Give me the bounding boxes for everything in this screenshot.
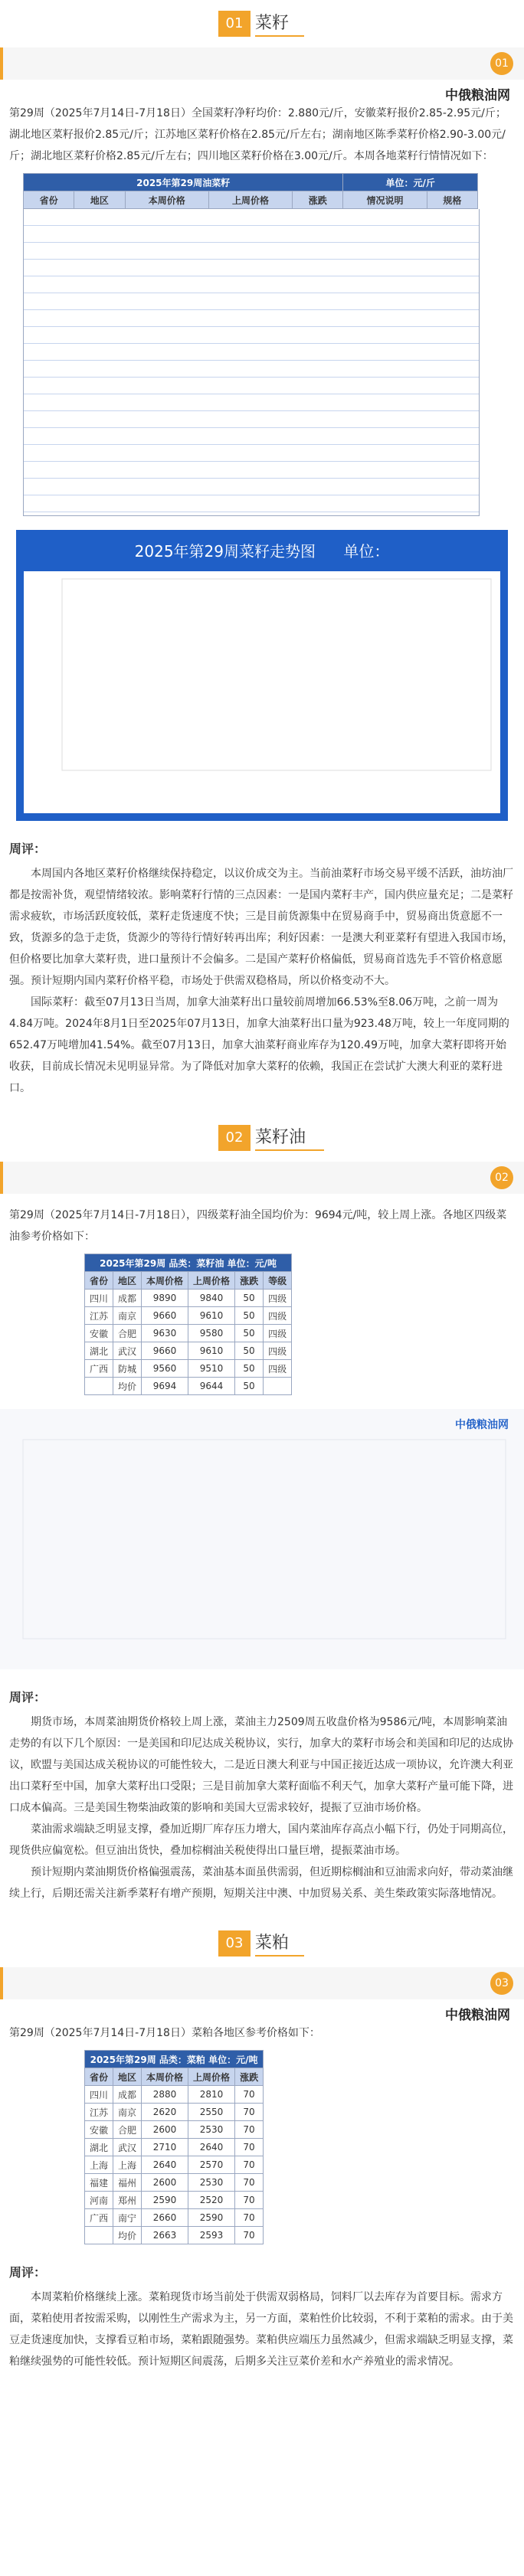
cell: 均价	[113, 2227, 142, 2244]
cell: 70	[235, 2209, 264, 2227]
brand-name: 中俄粮油网	[445, 88, 510, 103]
cell: 9660	[142, 1307, 188, 1325]
table-row	[85, 2174, 264, 2192]
cell: 合肥	[113, 2121, 142, 2139]
cell: 70	[235, 2227, 264, 2244]
section-intro: 第29周（2025年7月14日-7月18日），四级菜籽油全国均价为：9694元/吨，较上周上涨。各地区四级菜油参考价格如下：	[9, 1209, 507, 1243]
table-row	[85, 1290, 292, 1307]
rapeseed-table-body-placeholder	[23, 209, 480, 516]
section-header-rapeseed	[0, 0, 524, 47]
col-header: 等级	[264, 1272, 292, 1290]
cell: 9840	[188, 1290, 235, 1307]
cell: 上海	[113, 2156, 142, 2174]
col-header: 上周价格	[188, 1272, 235, 1290]
section-number: 03	[218, 1930, 251, 1957]
cell: 郑州	[113, 2192, 142, 2209]
meal-price-table	[84, 2050, 264, 2244]
brand-line	[0, 1999, 524, 2022]
cell: 70	[235, 2086, 264, 2104]
cell	[85, 2227, 113, 2244]
section-bar	[0, 1162, 524, 1194]
table-row	[85, 2104, 264, 2121]
review-label: 周评：	[9, 842, 47, 856]
cell: 湖北	[85, 1342, 113, 1360]
table-header-row	[85, 2068, 264, 2086]
cell: 70	[235, 2121, 264, 2139]
table-row	[85, 2121, 264, 2139]
col-header: 本周价格	[142, 1272, 188, 1290]
cell: 南宁	[113, 2209, 142, 2227]
cell: 9510	[188, 1360, 235, 1378]
col-header: 上周价格	[208, 191, 292, 209]
table-row	[85, 2209, 264, 2227]
cell: 2600	[142, 2121, 188, 2139]
oil-price-table	[84, 1254, 292, 1395]
section-intro: 第29周（2025年7月14日-7月18日）全国菜籽净籽均价：2.880元/斤，安徽菜籽报价2.85-2.95元/斤；湖北地区菜籽报价2.85元/斤；江苏地区菜籽价格在2.85元/斤左右；湖南地区陈季菜籽价格2.90-3.00元/斤；湖北地区菜籽价格2.85元/斤左右；四川地区菜籽价格在3.00元/斤。本周各地菜籽行情情况如下：	[9, 107, 506, 162]
table-row	[85, 1307, 292, 1325]
chart-svg	[0, 1409, 524, 1669]
col-header: 地区	[113, 2068, 142, 2086]
col-header: 本周价格	[142, 2068, 188, 2086]
cell: 河南	[85, 2192, 113, 2209]
cell: 安徽	[85, 2121, 113, 2139]
cell: 福建	[85, 2174, 113, 2192]
cell: 江苏	[85, 1307, 113, 1325]
review-paragraph: 本周国内各地区菜籽价格继续保持稳定，以议价成交为主。当前油菜籽市场交易平缓不活跃，油坊油厂都是按需补货，观望情绪较浓。影响菜籽行情的三点因素：一是国内菜籽丰产，国内供应量充足；二是菜籽需求疲软，市场活跃度较低，菜籽走货速度不快；三是目前货源集中在贸易商手中，贸易商出货意愿不一致，货源多的急于走货，货源少的等待行情好转再出库；利好因素：一是澳大利亚菜籽有望进入我国市场，但价格要比加拿大菜籽贵，进口量预计不会偏多。二是国产菜籽价格偏低，贸易商首选先手不管价格意愿强。预计短期内国内菜籽价格平稳，市场处于供需双稳格局，所以价格变动不大。	[9, 868, 513, 987]
col-header: 涨跌	[235, 2068, 264, 2086]
cell	[85, 1378, 113, 1395]
cell: 防城	[113, 1360, 142, 1378]
table-row	[85, 1360, 292, 1378]
rapeseed-price-table	[23, 173, 478, 209]
cell: 9890	[142, 1290, 188, 1307]
cell: 四级	[264, 1325, 292, 1342]
col-header: 地区	[113, 1272, 142, 1290]
cell: 四级	[264, 1342, 292, 1360]
cell: 2550	[188, 2104, 235, 2121]
cell: 成都	[113, 2086, 142, 2104]
cell: 2530	[188, 2174, 235, 2192]
cell: 9610	[188, 1307, 235, 1325]
cell	[264, 1378, 292, 1395]
cell: 9644	[188, 1378, 235, 1395]
chart-frame	[62, 579, 491, 770]
cell: 2590	[142, 2192, 188, 2209]
col-header: 省份	[85, 2068, 113, 2086]
cell: 50	[235, 1378, 264, 1395]
table-row	[85, 1378, 292, 1395]
cell: 四级	[264, 1307, 292, 1325]
section-underline	[255, 1955, 304, 1957]
section-title: 菜籽	[255, 14, 290, 33]
cell: 50	[235, 1342, 264, 1360]
review-paragraph: 预计短期内菜油期货价格偏强震荡，菜油基本面虽供需弱，但近期棕榈油和豆油需求向好，带动菜油继续上行，后期还需关注新季菜籽有增产预期，短期关注中澳、中加贸易关系、美生柴政策实际落地情况。	[9, 1866, 513, 1900]
table-row	[85, 2139, 264, 2156]
cell: 湖北	[85, 2139, 113, 2156]
cell: 均价	[113, 1378, 142, 1395]
section-header-rapeseed-meal	[0, 1920, 524, 1967]
chart-unit-text: 单位：	[343, 542, 390, 561]
cell: 9580	[188, 1325, 235, 1342]
cell: 70	[235, 2156, 264, 2174]
cell: 9694	[142, 1378, 188, 1395]
review-paragraph: 菜油需求端缺乏明显支撑，叠加近期厂库存压力增大，国内菜油库存高点小幅下行，仍处于同期高位，现货供应偏宽松。但豆油出货快，叠加棕榈油关税使得出口量巨增，提振菜油市场。	[9, 1823, 513, 1857]
cell: 50	[235, 1325, 264, 1342]
cell: 9560	[142, 1360, 188, 1378]
cell: 四川	[85, 2086, 113, 2104]
section-underline	[255, 1149, 324, 1151]
cell: 安徽	[85, 1325, 113, 1342]
chart-brand: 中俄粮油网	[455, 1419, 509, 1431]
cell: 50	[235, 1290, 264, 1307]
table-header-row	[24, 191, 478, 209]
section-number: 02	[218, 1125, 251, 1151]
rapeseed-table-wrap	[0, 167, 524, 516]
section-title: 菜籽油	[255, 1128, 306, 1147]
cell: 2880	[142, 2086, 188, 2104]
table-row	[85, 2156, 264, 2174]
table-row	[85, 2227, 264, 2244]
section-header-rapeseed-oil	[0, 1114, 524, 1162]
cell: 2520	[188, 2192, 235, 2209]
cell: 四川	[85, 1290, 113, 1307]
section-bar-number: 02	[490, 1166, 513, 1189]
cell: 70	[235, 2174, 264, 2192]
cell: 2600	[142, 2174, 188, 2192]
cell: 9630	[142, 1325, 188, 1342]
review-label: 周评：	[9, 1690, 47, 1705]
table-row	[85, 1342, 292, 1360]
cell: 9610	[188, 1342, 235, 1360]
cell: 南京	[113, 2104, 142, 2121]
cell: 9660	[142, 1342, 188, 1360]
table-row	[85, 1325, 292, 1342]
cell: 2810	[188, 2086, 235, 2104]
col-header: 情况说明	[343, 191, 427, 209]
section-number: 01	[218, 11, 251, 37]
section-title: 菜粕	[255, 1934, 290, 1953]
cell: 2530	[188, 2121, 235, 2139]
chart-title	[16, 539, 508, 561]
cell: 上海	[85, 2156, 113, 2174]
table-title: 2025年第29周 品类：菜粕 单位：元/吨	[85, 2051, 264, 2068]
section-bar-number: 01	[490, 52, 513, 75]
cell: 武汉	[113, 2139, 142, 2156]
cell: 2570	[188, 2156, 235, 2174]
chart-title-text: 2025年第29周菜籽走势图	[134, 542, 316, 561]
cell: 2640	[142, 2156, 188, 2174]
section-intro: 第29周（2025年7月14日-7月18日）菜粕各地区参考价格如下：	[9, 2027, 320, 2039]
chart-svg	[24, 571, 500, 813]
review-paragraph: 国际菜籽：截至07月13日当周，加拿大油菜籽出口量较前周增加66.53%至8.06万吨，之前一周为4.84万吨。2024年8月1日至2025年07月13日，加拿大油菜籽出口量为923.48万吨，较上一年度同期的652.47万吨增加41.54%。截至07月13日，加拿大油菜籽商业库存为120.49万吨，加拿大菜籽即将开始收获，目前成长情况未见明显异常。为了降低对加拿大菜籽的依赖，我国正在尝试扩大澳大利亚的菜籽进口。	[9, 996, 509, 1094]
cell: 2710	[142, 2139, 188, 2156]
col-header: 地区	[74, 191, 125, 209]
col-header: 上周价格	[188, 2068, 235, 2086]
col-header: 规格	[427, 191, 477, 209]
cell: 广西	[85, 1360, 113, 1378]
table-row	[85, 2086, 264, 2104]
cell: 四级	[264, 1290, 292, 1307]
section-bar	[0, 1967, 524, 1999]
cell: 南京	[113, 1307, 142, 1325]
col-header: 涨跌	[235, 1272, 264, 1290]
chart-frame	[23, 1440, 506, 1639]
col-header: 涨跌	[293, 191, 343, 209]
table-title: 2025年第29周油菜籽	[24, 174, 343, 191]
cell: 合肥	[113, 1325, 142, 1342]
table-header-row	[85, 1272, 292, 1290]
cell: 2660	[142, 2209, 188, 2227]
cell: 50	[235, 1360, 264, 1378]
cell: 2593	[188, 2227, 235, 2244]
table-title: 2025年第29周 品类：菜籽油 单位：元/吨	[85, 1254, 292, 1272]
meal-table-wrap	[0, 2044, 524, 2244]
cell: 2640	[188, 2139, 235, 2156]
cell: 四级	[264, 1360, 292, 1378]
oil-table-wrap	[0, 1247, 524, 1395]
cell: 70	[235, 2192, 264, 2209]
section-bar-number: 03	[490, 1972, 513, 1995]
cell: 2663	[142, 2227, 188, 2244]
section-bar	[0, 47, 524, 80]
cell: 成都	[113, 1290, 142, 1307]
table-unit: 单位：元/斤	[343, 174, 478, 191]
brand-line	[0, 80, 524, 103]
cell: 70	[235, 2104, 264, 2121]
cell: 2620	[142, 2104, 188, 2121]
brand-name: 中俄粮油网	[445, 2008, 510, 2023]
section-underline	[255, 35, 304, 37]
table-row	[85, 2192, 264, 2209]
review-paragraph: 本周菜粕价格继续上涨。菜粕现货市场当前处于供需双弱格局，饲料厂以去库存为首要目标。需求方面，菜粕使用者按需采购，以刚性生产需求为主，另一方面，菜粕性价比较弱，不利于菜粕的需求。由于美豆走货速度加快，支撑看豆粕市场，菜粕跟随强势。菜粕供应端压力虽然减少，但需求端缺乏明显支撑，菜粕继续强势的可能性较低。预计短期区间震荡，后期多关注豆菜价差和水产养殖业的需求情况。	[9, 2291, 513, 2368]
review-paragraph: 期货市场，本周菜油期货价格较上周上涨，菜油主力2509周五收盘价格为9586元/吨，本周影响菜油走势的有以下几个原因：一是美国和印尼达成关税协议，实行，加拿大的菜籽市场会和美国和印尼的达成协议，欧盟与美国达成关税协议的可能性较大，二是近日澳大利亚与中国正接近达成一项协议，允许澳大利亚出口菜籽至中国，加拿大菜籽出口受限；三是目前加拿大菜籽面临不利天气，加拿大菜籽产量可能下降，进口成本偏高。三是美国生物柴油政策的影响和美国大豆需求较好，提振了豆油市场价格。	[9, 1716, 513, 1814]
cell: 50	[235, 1307, 264, 1325]
cell: 福州	[113, 2174, 142, 2192]
cell: 武汉	[113, 1342, 142, 1360]
chart-plot-area	[24, 571, 500, 813]
cell: 江苏	[85, 2104, 113, 2121]
col-header: 省份	[24, 191, 74, 209]
col-header: 省份	[85, 1272, 113, 1290]
cell: 70	[235, 2139, 264, 2156]
cell: 广西	[85, 2209, 113, 2227]
cell: 2590	[188, 2209, 235, 2227]
oil-futures-chart	[0, 1409, 524, 1669]
rapeseed-trend-chart	[16, 530, 508, 821]
col-header: 本周价格	[125, 191, 208, 209]
review-label: 周评：	[9, 2265, 47, 2280]
